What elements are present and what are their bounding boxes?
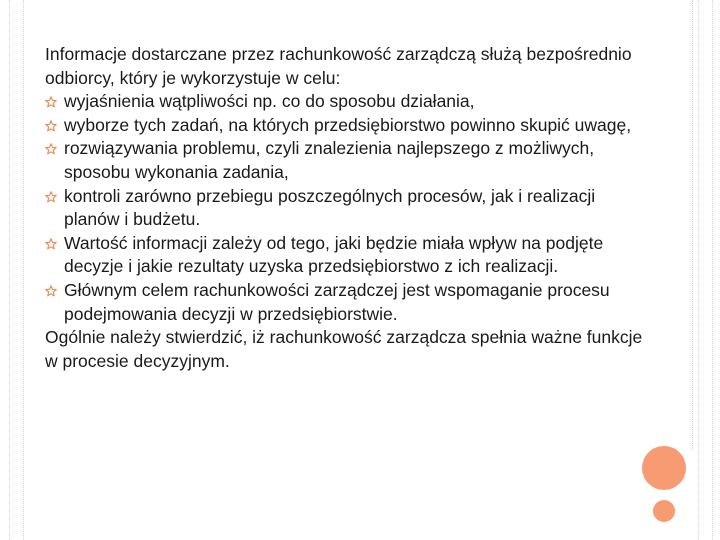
- star-outline-icon: [45, 96, 57, 108]
- bullet-text: kontroli zarówno przebiegu poszczególnych procesów, jak i realizacji planów i budżetu.: [64, 185, 596, 230]
- bullet-text: Wartość informacji zależy od tego, jaki będzie miała wpływ na podjęte decyzje i jakie rezultaty uzyska przedsiębiorstwo z ich realizacji.: [64, 232, 604, 277]
- bullet-item: [45, 114, 645, 138]
- intro-paragraph: Informacje dostarczane przez rachunkowość zarządczą służą bezpośrednio odbiorcy, który je wykorzystuje w celu:: [45, 44, 632, 88]
- right-decorative-border: [698, 0, 713, 540]
- bullet-text: wyjaśnienia wątpliwości np. co do sposobu działania,: [64, 91, 475, 112]
- decorative-circle-large: [642, 446, 686, 490]
- star-outline-icon: [45, 238, 57, 250]
- star-outline-icon: [45, 285, 57, 297]
- bullet-text: Głównym celem rachunkowości zarządczej jest wspomaganie procesu podejmowania decyzji w przedsiębiorstwie.: [64, 279, 610, 324]
- bullet-item: [45, 232, 645, 279]
- bullet-item: [45, 185, 645, 232]
- star-outline-icon: [45, 191, 57, 203]
- slide-body: [45, 43, 645, 373]
- bullet-list: [45, 90, 645, 326]
- bullet-text: wyborze tych zadań, na których przedsiębiorstwo powinno skupić uwagę,: [64, 114, 632, 135]
- right-dotted-line: [692, 0, 694, 450]
- bullet-item: [45, 279, 645, 326]
- star-outline-icon: [45, 120, 57, 132]
- star-outline-icon: [45, 143, 57, 155]
- left-decorative-border: [9, 0, 24, 540]
- bullet-item: [45, 137, 645, 184]
- decorative-circle-small: [653, 500, 675, 522]
- conclusion-paragraph: Ogólnie należy stwierdzić, iż rachunkowość zarządcza spełnia ważne funkcje w procesie decyzyjnym.: [45, 327, 643, 371]
- bullet-item: [45, 90, 645, 114]
- bullet-text: rozwiązywania problemu, czyli znalezienia najlepszego z możliwych, sposobu wykonania zadania,: [64, 138, 595, 182]
